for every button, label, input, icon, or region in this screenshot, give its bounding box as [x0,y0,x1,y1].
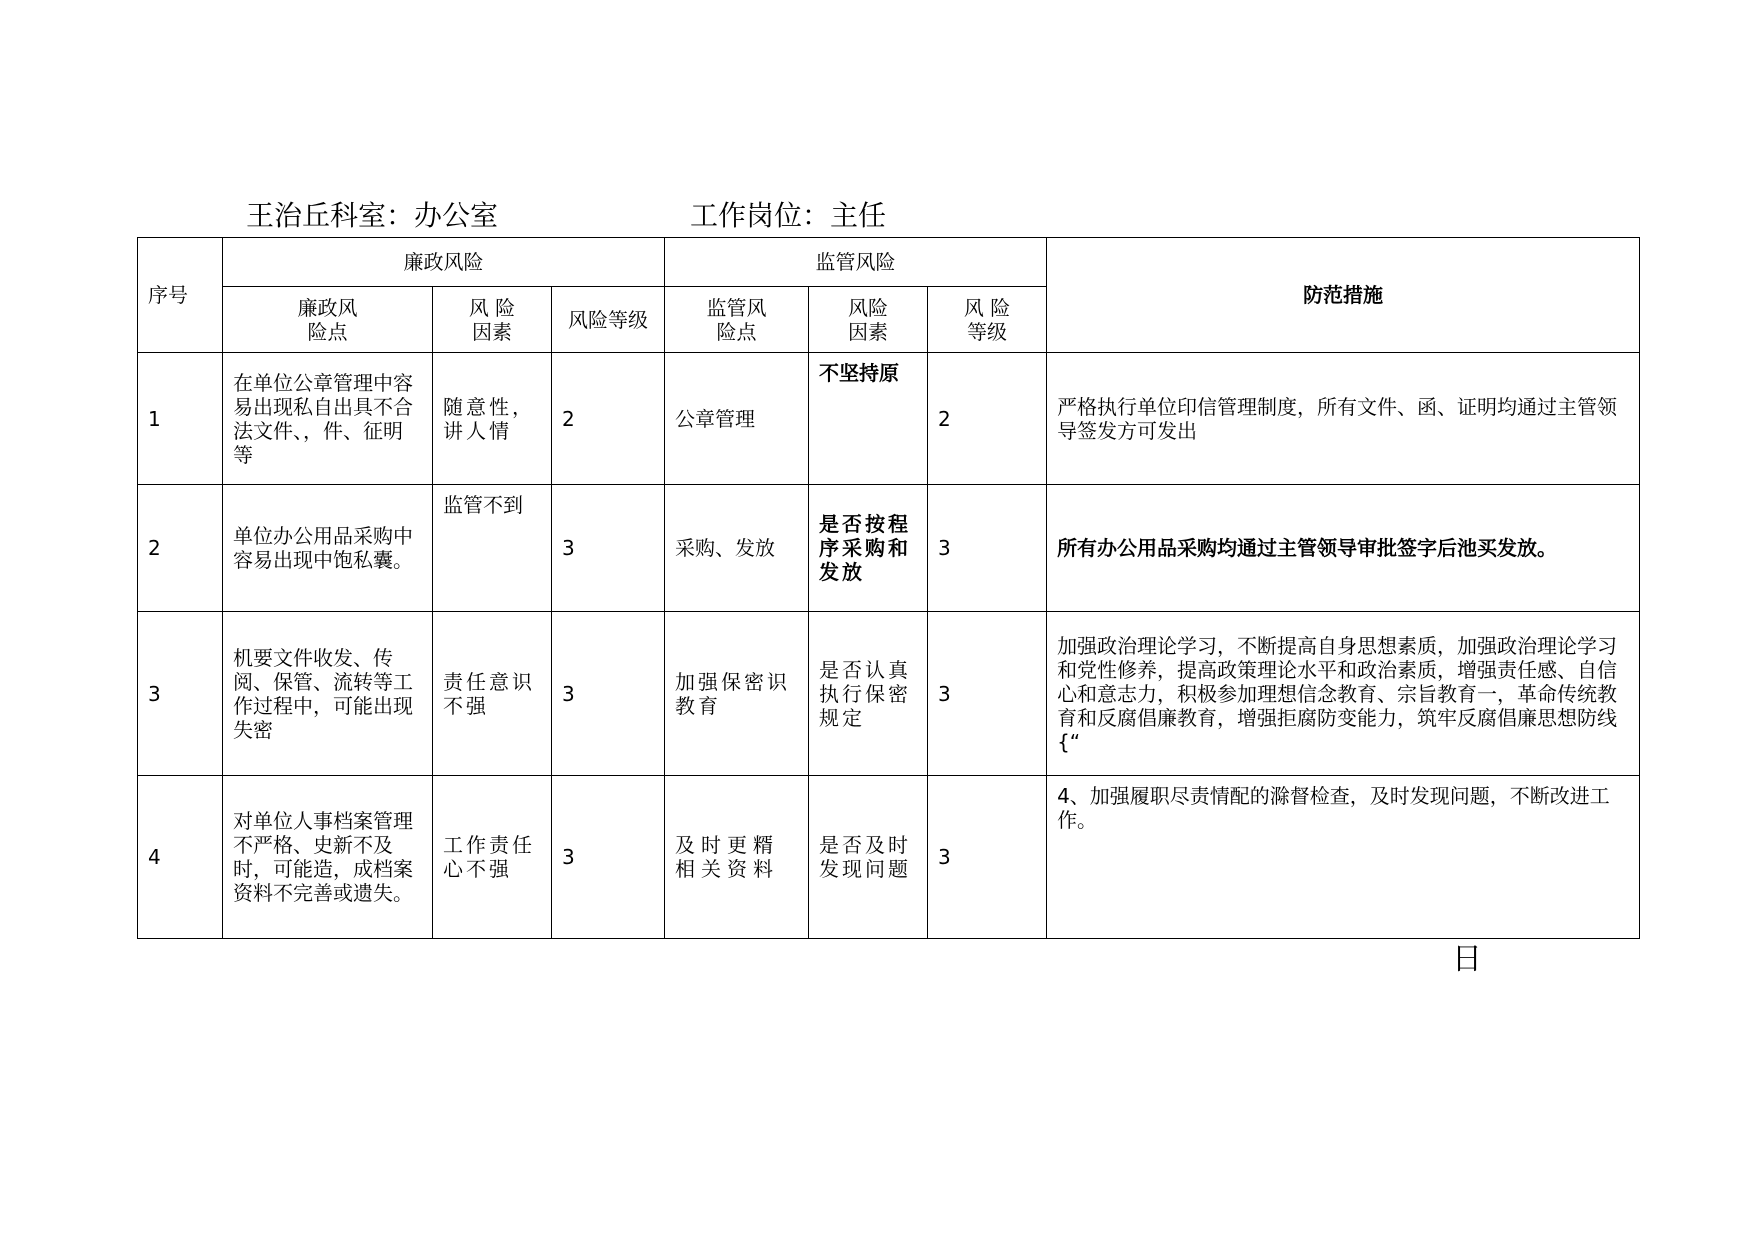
row-measures: 所有办公用品采购均通过主管领导审批签字后池买发放。 [1047,485,1640,612]
header-integrity-risk: 廉政风险 [223,238,665,287]
table-row [138,776,1640,939]
risk-table [137,237,1640,939]
row-supervision-point: 及时更糈相关资料 [665,776,809,939]
row-risk-factor: 随意性，讲人情 [433,353,552,485]
header-measures: 防范措施 [1047,238,1640,353]
row-risk-factor: 监管不到 [433,485,552,612]
row-supervision-point: 加强保密识教育 [665,612,809,776]
row-integrity-point: 对单位人事档案管理不严格、史新不及时，可能造，成档案资料不完善或遗失。 [223,776,433,939]
row-measures: 4、加强履职尽责情配的滁督检查，及时发现问题，不断改进工作。 [1047,776,1640,939]
unit-department-title: 王治丘科室：办公室 [246,199,499,232]
header-supervision-point: 监管风 险点 [665,287,809,353]
row-seq: 2 [138,485,223,612]
row-supervision-factor: 是否按程序采购和发放 [809,485,928,612]
table-row [138,612,1640,776]
row-supervision-level: 3 [928,612,1047,776]
row-supervision-level: 2 [928,353,1047,485]
row-seq: 3 [138,612,223,776]
row-measures: 加强政治理论学习，不断提高自身思想素质，加强政治理论学习和党性修养，提高政策理论水平和政治素质，增强责任感、自信心和意志力，积极参加理想信念教育、宗旨教育一，革命传统教育和反腐倡廉教育，增强拒腐防变能力，筑牢反腐倡廉思想防线{“ [1047,612,1640,776]
header-integrity-point: 廉政风 险点 [223,287,433,353]
row-risk-factor: 工作责任心不强 [433,776,552,939]
date-day-label: 日 [1452,942,1482,977]
header-supervision-factor: 风险 因素 [809,287,928,353]
row-risk-level: 3 [552,776,665,939]
row-risk-factor: 责任意识不强 [433,612,552,776]
row-supervision-factor: 不坚持原 [809,353,928,485]
row-risk-level: 3 [552,485,665,612]
position-title: 工作岗位：主任 [690,199,887,232]
row-supervision-point: 公章管理 [665,353,809,485]
row-supervision-factor: 是否认真执行保密规定 [809,612,928,776]
row-supervision-level: 3 [928,485,1047,612]
row-risk-level: 2 [552,353,665,485]
row-integrity-point: 机要文件收发、传阅、保管、流转等工作过程中，可能出现失密 [223,612,433,776]
header-seq: 序号 [138,238,223,353]
row-seq: 1 [138,353,223,485]
row-integrity-point: 单位办公用品采购中容易出现中饱私囊。 [223,485,433,612]
header-supervision-level: 风 险 等级 [928,287,1047,353]
table-row [138,485,1640,612]
header-risk-level: 风险等级 [552,287,665,353]
row-supervision-level: 3 [928,776,1047,939]
row-supervision-point: 采购、发放 [665,485,809,612]
row-seq: 4 [138,776,223,939]
row-integrity-point: 在单位公章管理中容易出现私自出具不合法文件、，件、征明等 [223,353,433,485]
header-supervision-risk: 监管风险 [665,238,1047,287]
row-risk-level: 3 [552,612,665,776]
header-row-1 [138,238,1640,287]
table-row [138,353,1640,485]
header-risk-factor: 风 险 因素 [433,287,552,353]
row-measures: 严格执行单位印信管理制度，所有文件、函、证明均通过主管领导签发方可发出 [1047,353,1640,485]
row-supervision-factor: 是否及时发现问题 [809,776,928,939]
